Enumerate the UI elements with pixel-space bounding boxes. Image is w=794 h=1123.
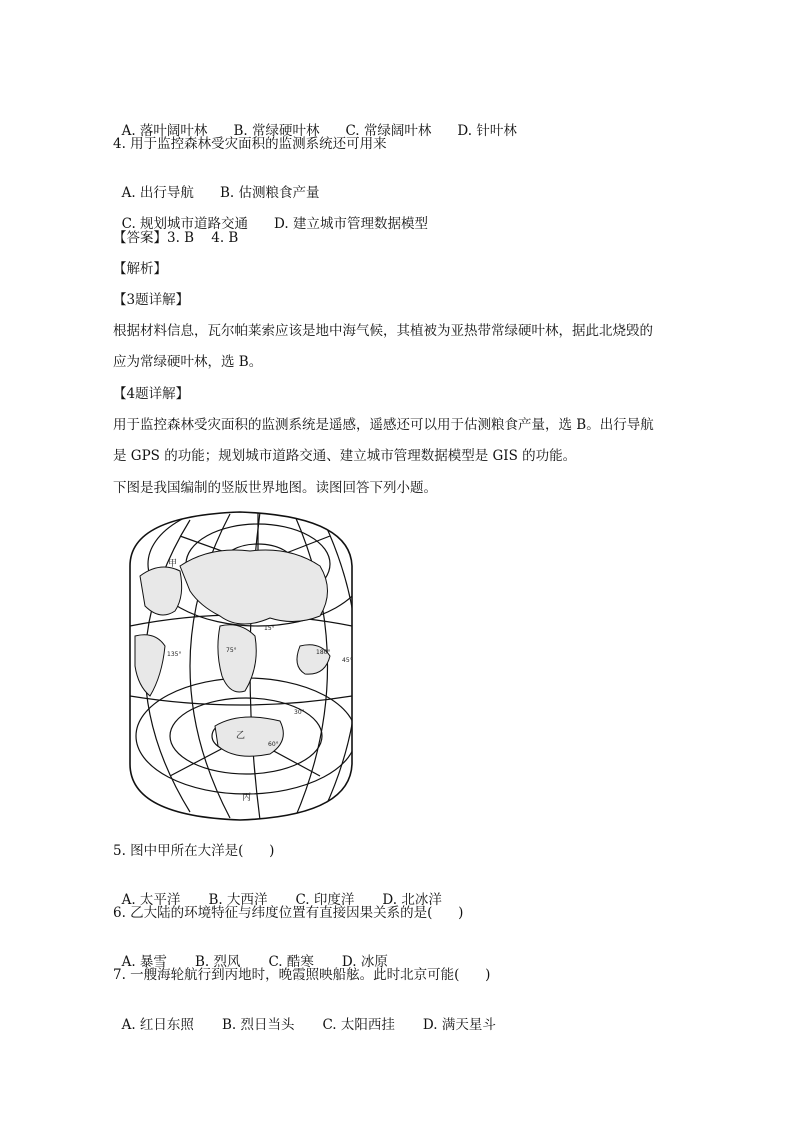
map-intro: 下图是我国编制的竖版世界地图。读图回答下列小题。 — [113, 480, 437, 496]
q4-option-d: D. 建立城市管理数据模型 — [274, 216, 428, 232]
q4-options-row2 — [113, 197, 428, 233]
q6-option-b: B. 烈风 — [194, 954, 241, 970]
lat-label-60: 60° — [268, 741, 279, 748]
q4-detail-heading: 【4题详解】 — [113, 386, 190, 402]
q4-option-a: A. 出行导航 — [121, 185, 194, 201]
landmass-eurasia — [180, 550, 328, 624]
q3-detail-line2: 应为常绿硬叶林，选 B。 — [113, 354, 263, 370]
q6-stem: 6. 乙大陆的环境特征与纬度位置有直接因果关系的是( ) — [113, 905, 464, 921]
map-label-bing: 丙 — [242, 793, 252, 803]
q3-option-c: C. 常绿阔叶林 — [345, 123, 432, 139]
q3-option-d: D. 针叶林 — [457, 123, 517, 139]
q3-detail-heading: 【3题详解】 — [113, 292, 190, 308]
q3-option-a: A. 落叶阔叶林 — [121, 123, 208, 139]
q5-stem: 5. 图中甲所在大洋是( ) — [113, 843, 275, 859]
map-label-yi: 乙 — [236, 731, 246, 741]
analysis-heading: 【解析】 — [113, 261, 167, 277]
q3-detail-line1: 根据材料信息，瓦尔帕莱索应该是地中海气候，其植被为亚热带常绿硬叶林，据此北烧毁的 — [113, 323, 653, 339]
q6-option-c: C. 酷寒 — [268, 954, 314, 970]
q7-options-row — [113, 998, 496, 1034]
landmass-north-america — [140, 567, 182, 615]
lon-label-75: 75° — [226, 647, 237, 654]
q7-stem: 7. 一艘海轮航行到丙地时，晚霞照映船舷。此时北京可能( ) — [113, 967, 491, 983]
q7-option-a: A. 红日东照 — [121, 1017, 194, 1033]
q3-option-b: B. 常绿硬叶林 — [233, 123, 320, 139]
q6-option-d: D. 冰原 — [341, 954, 388, 970]
answer-line: 【答案】3. B 4. B — [113, 230, 239, 246]
q7-option-d: D. 满天星斗 — [422, 1017, 496, 1033]
lon-label-135: 135° — [167, 651, 182, 658]
q4-detail-line2: 是 GPS 的功能；规划城市道路交通、建立城市管理数据模型是 GIS 的功能。 — [113, 448, 577, 464]
q7-option-c: C. 太阳西挂 — [322, 1017, 395, 1033]
landmass-antarctica — [215, 717, 283, 756]
q4-option-c: C. 规划城市道路交通 — [121, 216, 249, 232]
map-label-jia: 甲 — [168, 559, 178, 569]
q4-option-b: B. 估测粮食产量 — [219, 185, 320, 201]
q4-detail-line1: 用于监控森林受灾面积的监测系统是遥感，遥感还可以用于估测粮食产量，选 B。出行导航 — [113, 417, 654, 433]
q5-option-b: B. 大西洋 — [208, 892, 268, 908]
lon-label-45: 45° — [342, 657, 353, 664]
lon-label-180: 180° — [316, 649, 331, 656]
q5-option-d: D. 北冰洋 — [382, 892, 442, 908]
vertical-world-map — [120, 506, 360, 824]
lon-label-15: 15° — [264, 625, 275, 632]
q4-stem: 4. 用于监控森林受灾面积的监测系统还可用来 — [113, 136, 387, 152]
q5-option-c: C. 印度洋 — [295, 892, 355, 908]
q6-option-a: A. 暴雪 — [121, 954, 167, 970]
q5-option-a: A. 太平洋 — [121, 892, 181, 908]
landmass-south-america — [135, 635, 165, 696]
lat-label-30: 30° — [294, 709, 305, 716]
q7-option-b: B. 烈日当头 — [221, 1017, 295, 1033]
